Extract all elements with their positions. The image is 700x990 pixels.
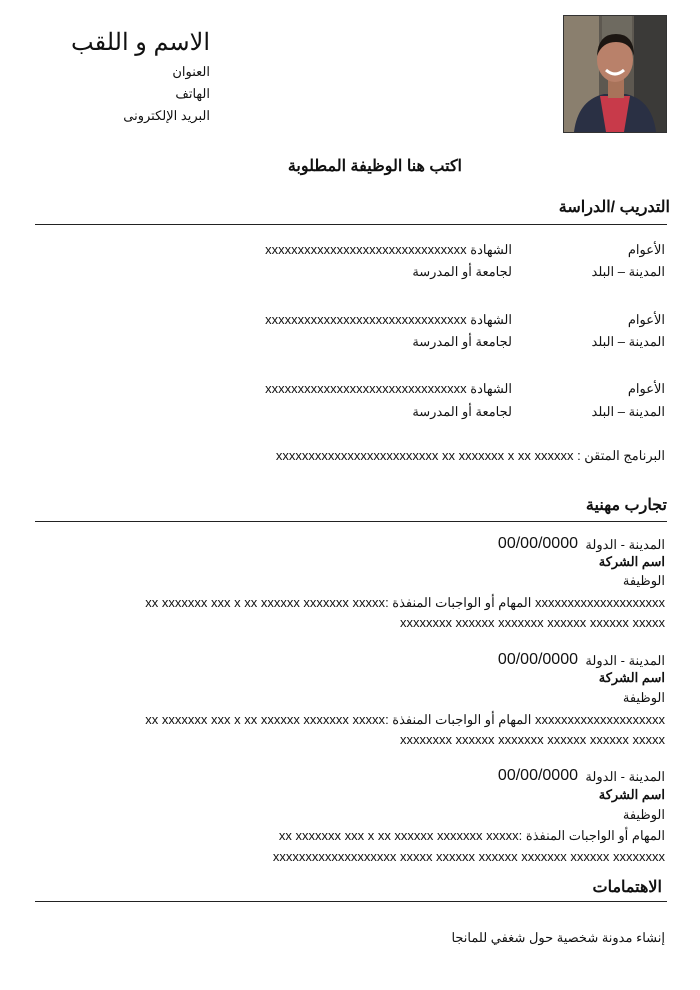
job-date: 00/00/0000	[497, 767, 578, 784]
education-school: لجامعة أو المدرسة	[412, 404, 512, 419]
education-years: الأعوام	[627, 242, 665, 257]
education-years: الأعوام	[627, 312, 665, 327]
interests-title: الاهتمامات	[592, 879, 662, 896]
interests-text: إنشاء مدونة شخصية حول شغفي للمانجا	[451, 930, 665, 945]
job-title: اكتب هنا الوظيفة المطلوبة	[287, 158, 462, 175]
education-degree: الشهادة xxxxxxxxxxxxxxxxxxxxxxxxxxxxxxx	[265, 242, 512, 257]
job-location: المدينة - الدولة	[585, 769, 665, 784]
education-school: لجامعة أو المدرسة	[412, 334, 512, 349]
education-city: المدينة – البلد	[591, 404, 665, 419]
interests-divider	[35, 901, 667, 902]
email: البريد الإلكترونى	[123, 108, 210, 123]
company-name: اسم الشركة	[598, 554, 665, 569]
job-duties-continued: xxxxxxxxxxxxxxxxxxx xxxxx xxxxxx xxxxxx xxxxxxx xxxxxx xxxxxxxx	[272, 849, 665, 864]
profile-photo	[563, 15, 667, 133]
job-role: الوظيفة	[622, 807, 665, 822]
experience-divider	[35, 521, 667, 522]
address: العنوان	[172, 64, 210, 79]
job-role: الوظيفة	[622, 573, 665, 588]
software-skills: البرنامج المتقن : xxxxxxxxxxxxxxxxxxxxxxxxx xx xxxxxxx x xx xxxxxx	[275, 448, 665, 463]
education-degree: الشهادة xxxxxxxxxxxxxxxxxxxxxxxxxxxxxxx	[265, 381, 512, 396]
job-date: 00/00/0000	[497, 651, 578, 668]
job-duties: المهام أو الواجبات المنفذة :xx xxxxxxx xxx x xx xxxxxx xxxxxxx xxxxx	[278, 828, 665, 843]
education-school: لجامعة أو المدرسة	[412, 264, 512, 279]
job-duties-continued: xxxxxxxx xxxxxx xxxxxxx xxxxxx xxxxxx xxxxx	[399, 615, 665, 630]
job-location: المدينة - الدولة	[585, 653, 665, 668]
company-name: اسم الشركة	[598, 670, 665, 685]
job-date: 00/00/0000	[497, 535, 578, 552]
phone: الهاتف	[175, 86, 210, 101]
job-duties: xxxxxxxxxxxxxxxxxxxx المهام أو الواجبات المنفذة :xx xxxxxxx xxx x xx xxxxxx xxxxxxx xxxxx	[145, 595, 665, 610]
education-city: المدينة – البلد	[591, 334, 665, 349]
job-duties: xxxxxxxxxxxxxxxxxxxx المهام أو الواجبات المنفذة :xx xxxxxxx xxx x xx xxxxxx xxxxxxx xxxxx	[145, 712, 665, 727]
education-years: الأعوام	[627, 381, 665, 396]
job-role: الوظيفة	[622, 690, 665, 705]
company-name: اسم الشركة	[598, 787, 665, 802]
education-degree: الشهادة xxxxxxxxxxxxxxxxxxxxxxxxxxxxxxx	[265, 312, 512, 327]
education-city: المدينة – البلد	[591, 264, 665, 279]
experience-title: تجارب مهنية	[585, 497, 667, 514]
education-divider	[35, 224, 667, 225]
education-title: التدريب /الدراسة	[558, 199, 670, 216]
full-name: الاسم و اللقب	[71, 29, 210, 56]
job-location: المدينة - الدولة	[585, 537, 665, 552]
job-duties-continued: xxxxxxxx xxxxxx xxxxxxx xxxxxx xxxxxx xxxxx	[399, 732, 665, 747]
